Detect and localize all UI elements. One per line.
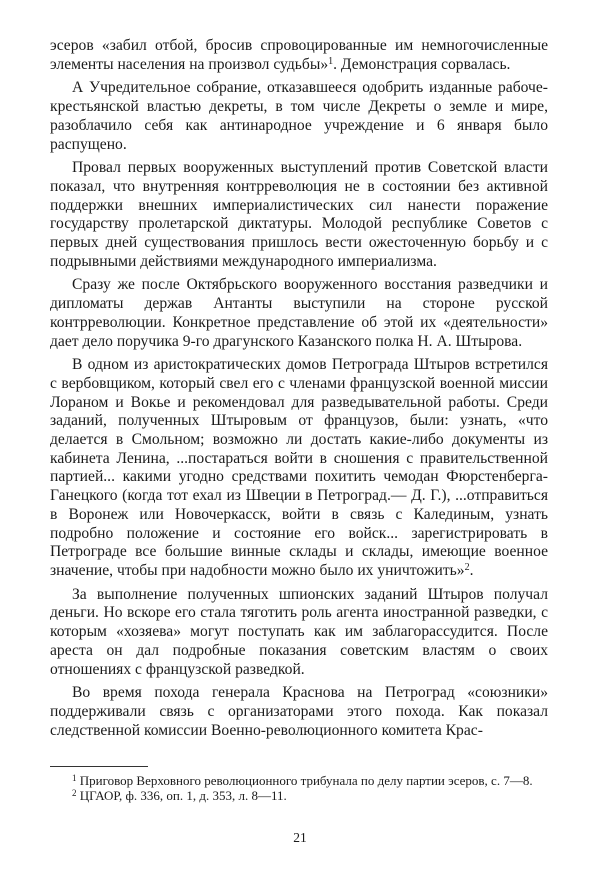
page-number: 21 [293,830,307,845]
paragraph-1-text: эсеров «забил отбой, бросив спровоцированные им немногочисленные элементы населения на произвол судьбы» [50,37,548,73]
paragraph-6: За выполнение полученных шпионских заданий Штыров получал деньги. Но вскоре его стала тяготить роль агента иностранной разведки, с которым «хозяева» могут поступать как им заблагорассудится. После ареста он дал подробные показания советским властям о своих отношениях с французской разведкой. [50,585,548,678]
paragraph-4: Сразу же после Октябрьского вооруженного восстания разведчики и дипломаты держав Антанты выступили на стороне русской контрреволюции. Конкретное представление об этой их «деятельности» дает дело поручика 9-го драгунского Казанского полка Н. А. Штырова. [50,276,548,350]
footnote-2 [50,788,548,803]
paragraph-5 [50,356,548,580]
footnote-ref-2[interactable]: 2 [464,561,470,573]
paragraph-1 [50,37,548,74]
footnote-divider [50,766,148,767]
paragraph-5-tail: . [469,561,474,579]
paragraph-3: Провал первых вооруженных выступлений против Советской власти показал, что внутренняя контрреволюция не в состоянии без активной поддержки внешних империалистических сил нанести поражение государству пролетарской диктатуры. Молодой республике Советов с первых дней существования пришлось вести ожесточенную борьбу и с подрывными действиями международного империализма. [50,159,548,270]
footnotes [50,766,548,804]
footnote-1-text: Приговор Верховного революционного трибунала по делу партии эсеров, с. 7—8. [79,773,533,788]
footnote-ref-1[interactable]: 1 [328,55,334,67]
paragraph-1-tail: . Демонстрация сорвалась. [333,55,511,73]
footnote-2-mark: 2 [72,788,77,799]
footnote-2-text: ЦГАОР, ф. 336, оп. 1, д. 353, л. 8—11. [79,788,287,804]
footnote-1-mark: 1 [72,773,77,783]
paragraph-5-text: В одном из аристократических домов Петрограда Штыров встретился с вербовщиком, который свел его с членами французской военной миссии Лораном и Вокье и рекомендовал для разведывательной работы. Среди заданий, полученных Штыровым от французов, были: узнать, «что делается в Смольном; возможно ли достать какие-либо документы из кабинета Ленина, ...постараться войти в сношения с правительственной партией... какими угодно средствами похитить чемодан Фюрстенберга-Ганецкого (когда тот ехал из Швеции в Петроград.— Д. Г.), ...отправиться в Воронеж или Новочеркасск, войти в связь с Калединым, узнать подробно положение и состояние его войск... зарегистрировать в Петрограде все большие винные склады и склады, имеющие военное значение, чтобы при надобности можно было их уничтожить» [50,356,548,579]
main-text [50,37,548,745]
paragraph-2: А Учредительное собрание, отказавшееся одобрить изданные рабоче-крестьянской властью декреты, в том числе Декреты о земле и мире, разоблачило себя как антинародное учреждение и 6 января было распущено. [50,79,548,153]
footnote-1 [50,773,548,788]
paragraph-7: Во время похода генерала Краснова на Петроград «союзники» поддерживали связь с организаторами этого похода. Как показал следственной комиссии Военно-революционного комитета Крас- [50,684,548,739]
